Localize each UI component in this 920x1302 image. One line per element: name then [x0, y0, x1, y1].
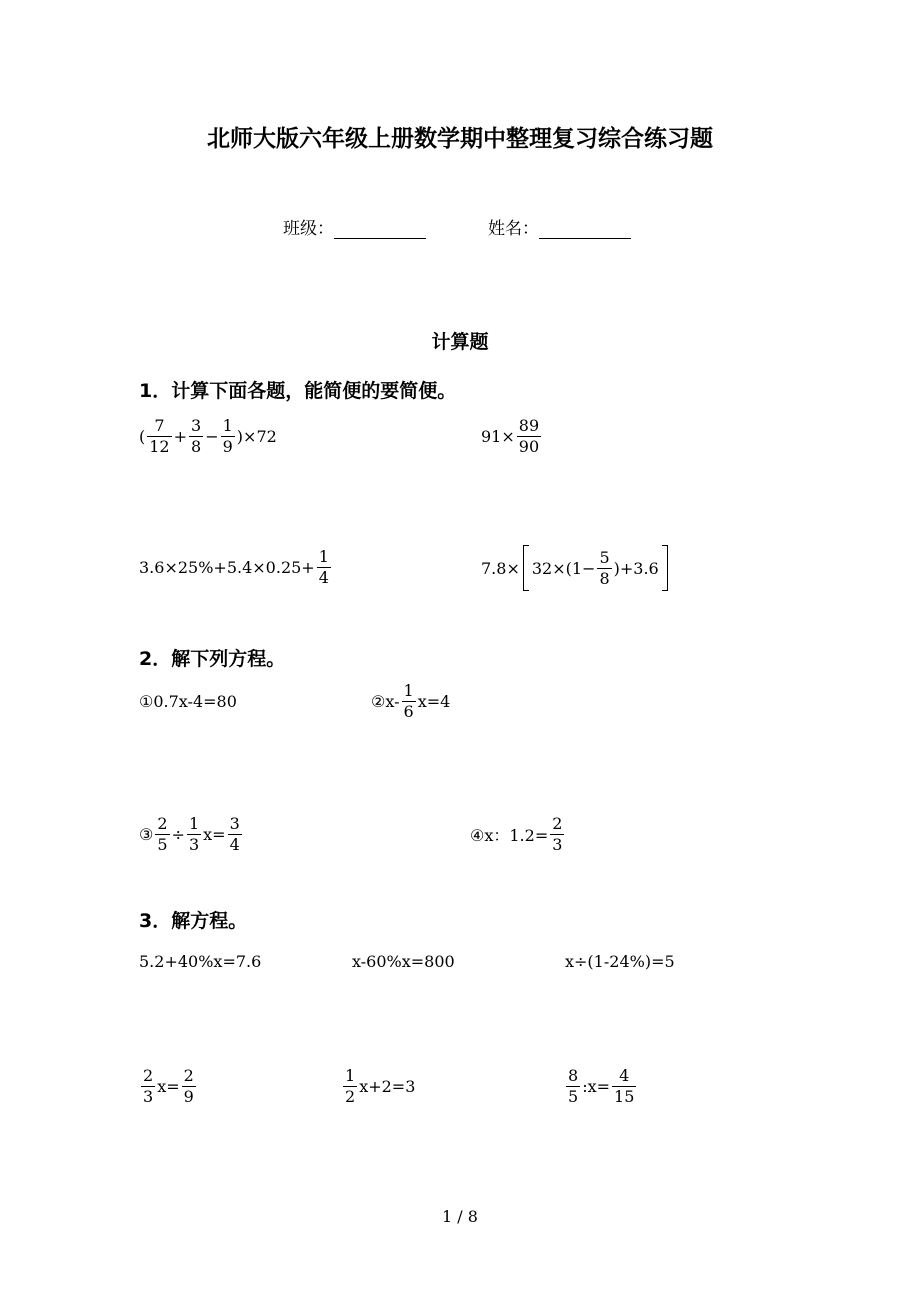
numerator: 3 — [229, 814, 240, 833]
fraction — [221, 416, 235, 457]
text: ( — [139, 427, 146, 446]
fraction — [597, 548, 611, 589]
q2-equation-1 — [139, 692, 237, 711]
numerator: 7 — [154, 416, 165, 435]
denominator: 9 — [222, 437, 233, 456]
question-1-heading: 1．计算下面各题，能简便的要简便。 — [139, 380, 457, 402]
numerator: 1 — [345, 1066, 356, 1085]
question-2-heading: 2．解下列方程。 — [139, 648, 286, 670]
q1-expression-4 — [481, 545, 671, 591]
right-bracket — [662, 545, 668, 591]
denominator: 5 — [157, 835, 168, 854]
operator: ÷ — [171, 825, 185, 844]
q2-equation-4 — [470, 814, 566, 855]
fraction — [343, 1066, 357, 1107]
denominator: 2 — [345, 1087, 356, 1106]
fraction — [402, 681, 416, 722]
q3-equation-4 — [139, 1066, 198, 1107]
q3-equation-5 — [341, 1066, 415, 1107]
numerator: 3 — [191, 416, 202, 435]
numerator: 1 — [222, 416, 233, 435]
numerator: 2 — [552, 814, 563, 833]
document-title: 北师大版六年级上册数学期中整理复习综合练习题 — [207, 126, 713, 152]
operator: + — [173, 427, 188, 446]
operator: − — [205, 427, 219, 446]
numerator: 1 — [318, 547, 329, 566]
fraction — [141, 1066, 155, 1107]
denominator: 3 — [188, 835, 200, 854]
fraction — [147, 416, 171, 457]
denominator: 8 — [599, 568, 610, 588]
page-number: 1 / 8 — [442, 1207, 478, 1226]
denominator: 3 — [143, 1087, 154, 1106]
fraction — [189, 416, 203, 457]
denominator: 90 — [518, 437, 540, 456]
fraction — [317, 547, 331, 588]
q3-equation-2 — [352, 952, 455, 971]
section-title: 计算题 — [431, 331, 489, 353]
text: :x= — [582, 1077, 611, 1096]
denominator: 4 — [318, 568, 329, 587]
text: x-60%x=800 — [352, 952, 455, 971]
text: ①0.7x-4=80 — [139, 692, 237, 711]
name-blank — [539, 220, 631, 239]
name-label: 姓名： — [488, 219, 539, 239]
fraction — [155, 814, 169, 855]
fraction — [566, 1066, 580, 1107]
text: 3.6×25%+5.4×0.25+ — [139, 558, 315, 577]
text: 5.2+40%x=7.6 — [139, 952, 262, 971]
numerator: 8 — [568, 1066, 579, 1085]
numerator: 2 — [143, 1066, 154, 1085]
fraction — [550, 814, 564, 855]
denominator: 4 — [229, 835, 240, 854]
left-bracket — [523, 545, 529, 591]
fraction — [612, 1066, 636, 1107]
text: ②x- — [371, 692, 400, 711]
q1-expression-2 — [481, 416, 543, 457]
numerator: 2 — [157, 814, 168, 833]
text: ③ — [139, 825, 154, 844]
text: ④x：1.2= — [470, 826, 549, 845]
denominator: 5 — [568, 1087, 579, 1106]
q1-expression-1 — [139, 416, 277, 457]
numerator: 89 — [518, 416, 540, 435]
class-label: 班级： — [283, 219, 334, 239]
q3-equation-6 — [564, 1066, 638, 1107]
numerator: 1 — [403, 681, 414, 700]
text: x= — [157, 1077, 180, 1096]
denominator: 9 — [183, 1087, 194, 1106]
denominator: 12 — [149, 437, 170, 456]
fraction — [228, 814, 242, 855]
text: )×72 — [236, 427, 277, 446]
q3-equation-3 — [565, 952, 675, 971]
fraction — [187, 814, 201, 855]
class-field — [283, 214, 426, 239]
text: x= — [203, 825, 226, 844]
text: x+2=3 — [359, 1077, 416, 1096]
class-blank — [334, 220, 426, 239]
denominator: 15 — [614, 1087, 635, 1106]
text: )+3.6 — [613, 558, 659, 578]
numerator: 4 — [619, 1066, 630, 1085]
text: 32×(1− — [531, 558, 596, 578]
text: x=4 — [417, 692, 451, 711]
name-field — [488, 214, 631, 239]
q1-expression-3 — [139, 547, 333, 588]
denominator: 8 — [191, 437, 202, 456]
denominator: 3 — [552, 835, 563, 854]
fraction — [182, 1066, 196, 1107]
question-3-heading: 3．解方程。 — [139, 910, 248, 932]
q2-equation-3 — [139, 814, 244, 855]
q2-equation-2 — [371, 681, 450, 722]
numerator: 5 — [599, 547, 610, 567]
text: x÷(1-24%)=5 — [565, 952, 675, 971]
numerator: 1 — [188, 814, 200, 833]
fraction — [517, 416, 541, 457]
q3-equation-1 — [139, 952, 261, 971]
text: 7.8× — [481, 558, 520, 578]
denominator: 6 — [403, 702, 414, 721]
numerator: 2 — [183, 1066, 194, 1085]
text: 91× — [481, 427, 515, 446]
